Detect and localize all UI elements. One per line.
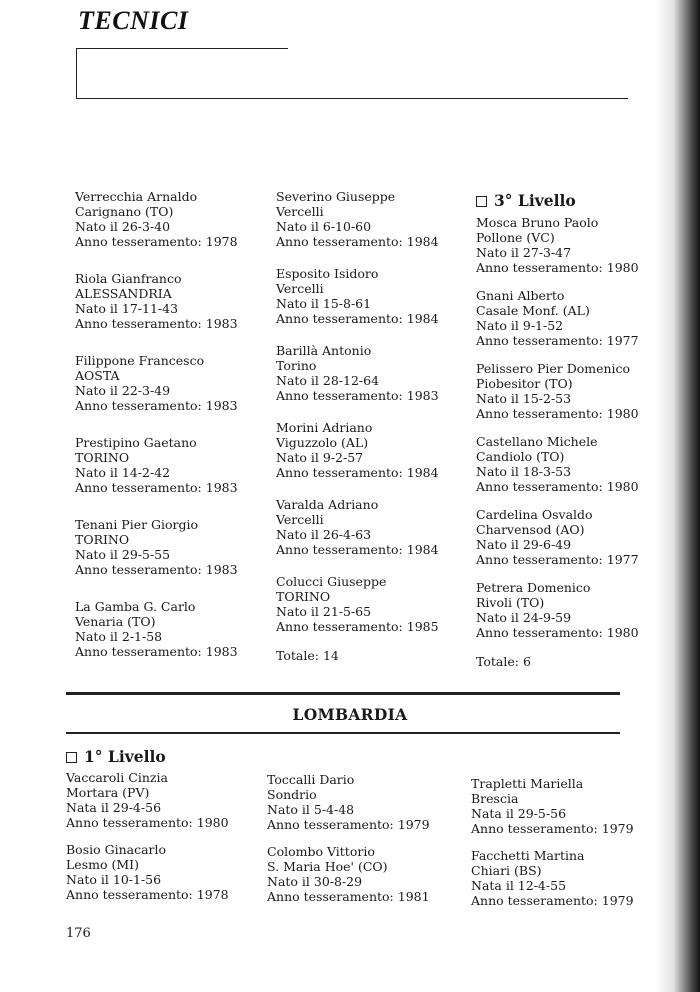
person-place: Vercelli [276,512,324,527]
person-year: Anno tesseramento: 1978 [66,887,229,902]
person-year: Anno tesseramento: 1980 [476,260,639,275]
total-count: Totale: 6 [476,654,531,669]
region-rule-top [66,692,620,695]
person-place: Carignano (TO) [75,204,174,219]
checkbox-icon [476,196,487,207]
person-place: Viguzzolo (AL) [276,435,369,450]
person-place: Lesmo (MI) [66,857,139,872]
header-rule-vertical [76,48,77,98]
list-item [75,517,275,577]
person-place: Venaria (TO) [75,614,156,629]
person-place: TORINO [75,450,130,465]
list-item [276,266,476,326]
person-name: Verrecchia Arnaldo [75,189,198,204]
person-year: Anno tesseramento: 1979 [267,817,430,832]
person-place: AOSTA [75,368,120,383]
lombardia-column-1 [66,770,266,902]
person-place: Piobesitor (TO) [476,376,573,391]
person-year: Anno tesseramento: 1979 [471,821,634,836]
person-year: Anno tesseramento: 1978 [75,234,238,249]
person-birth: Nato il 15-8-61 [276,296,372,311]
person-place: ALESSANDRIA [75,286,172,301]
person-birth: Nata il 29-5-56 [471,806,567,821]
person-name: Varalda Adriano [276,497,379,512]
person-year: Anno tesseramento: 1984 [276,234,439,249]
person-place: TORINO [75,532,130,547]
person-year: Anno tesseramento: 1979 [471,893,634,908]
person-birth: Nato il 18-3-53 [476,464,572,479]
person-name: Facchetti Martina [471,848,585,863]
person-name: Esposito Isidoro [276,266,379,281]
person-place: S. Maria Hoe' (CO) [267,859,388,874]
list-item [476,507,676,567]
person-place: Chiari (BS) [471,863,542,878]
person-birth: Nato il 29-5-55 [75,547,171,562]
person-name: Bosio Ginacarlo [66,842,167,857]
list-item [75,271,275,331]
person-year: Anno tesseramento: 1983 [75,562,238,577]
person-birth: Nato il 27-3-47 [476,245,572,260]
list-item [476,215,676,275]
list-item [276,343,476,403]
list-item [75,435,275,495]
list-item [75,599,275,659]
person-place: TORINO [276,589,331,604]
person-name: Gnani Alberto [476,288,565,303]
person-birth: Nato il 17-11-43 [75,301,179,316]
person-birth: Nato il 10-1-56 [66,872,162,887]
page-number: 176 [66,926,91,941]
person-name: Castellano Michele [476,434,598,449]
level-heading [476,192,676,210]
lombardia-column-3 [471,776,671,908]
person-name: Pelissero Pier Domenico [476,361,631,376]
person-year: Anno tesseramento: 1980 [476,479,639,494]
person-year: Anno tesseramento: 1983 [75,398,238,413]
person-birth: Nato il 29-6-49 [476,537,572,552]
lombardia-column-2 [267,772,467,904]
region-rule-bottom [66,732,620,734]
list-item [276,420,476,480]
person-year: Anno tesseramento: 1977 [476,333,639,348]
person-name: Vaccaroli Cinzia [66,770,168,785]
person-name: Morini Adriano [276,420,373,435]
level-heading-label: 1° Livello [84,747,166,766]
top-column-1 [75,189,275,659]
person-year: Anno tesseramento: 1983 [75,316,238,331]
person-name: Cardelina Osvaldo [476,507,593,522]
checkbox-icon [66,752,77,763]
person-name: Trapletti Mariella [471,776,584,791]
person-birth: Nato il 24-9-59 [476,610,572,625]
person-year: Anno tesseramento: 1980 [66,815,229,830]
person-year: Anno tesseramento: 1981 [267,889,430,904]
person-name: Tenani Pier Giorgio [75,517,199,532]
person-birth: Nato il 30-8-29 [267,874,363,889]
person-birth: Nato il 9-1-52 [476,318,564,333]
person-name: Colucci Giuseppe [276,574,387,589]
list-item [476,288,676,348]
person-place: Candiolo (TO) [476,449,565,464]
person-year: Anno tesseramento: 1983 [75,644,238,659]
person-place: Charvensod (AO) [476,522,585,537]
person-birth: Nato il 22-3-49 [75,383,171,398]
person-name: Toccalli Dario [267,772,355,787]
total-count: Totale: 14 [276,648,339,663]
header-rule-long [76,98,628,99]
person-birth: Nata il 29-4-56 [66,800,162,815]
list-item [476,580,676,640]
person-birth: Nato il 28-12-64 [276,373,380,388]
page-title: TECNICI [78,6,189,35]
list-item [267,772,467,832]
person-name: Mosca Bruno Paolo [476,215,599,230]
list-item [471,776,671,836]
person-name: Severino Giuseppe [276,189,396,204]
list-item [66,770,266,830]
list-item [476,434,676,494]
person-birth: Nato il 14-2-42 [75,465,171,480]
person-year: Anno tesseramento: 1983 [75,480,238,495]
level-heading [66,748,166,766]
list-item [471,848,671,908]
header-rule-short [76,48,288,49]
person-year: Anno tesseramento: 1985 [276,619,439,634]
person-birth: Nato il 26-4-63 [276,527,372,542]
level-heading-label: 3° Livello [494,191,576,210]
person-place: Sondrio [267,787,317,802]
person-place: Vercelli [276,281,324,296]
person-name: Colombo Vittorio [267,844,375,859]
person-name: Filippone Francesco [75,353,205,368]
top-column-3 [476,192,676,669]
person-year: Anno tesseramento: 1984 [276,465,439,480]
list-item [66,842,266,902]
person-birth: Nato il 2-1-58 [75,629,163,644]
person-name: La Gamba G. Carlo [75,599,196,614]
list-item [276,497,476,557]
person-birth: Nato il 5-4-48 [267,802,355,817]
person-birth: Nato il 26-3-40 [75,219,171,234]
person-birth: Nato il 21-5-65 [276,604,372,619]
person-place: Casale Monf. (AL) [476,303,590,318]
person-place: Brescia [471,791,519,806]
person-place: Mortara (PV) [66,785,150,800]
region-title: LOMBARDIA [292,705,408,724]
list-item [276,189,476,249]
person-year: Anno tesseramento: 1983 [276,388,439,403]
person-year: Anno tesseramento: 1980 [476,406,639,421]
person-birth: Nato il 15-2-53 [476,391,572,406]
person-place: Rivoli (TO) [476,595,545,610]
person-year: Anno tesseramento: 1977 [476,552,639,567]
list-item [476,361,676,421]
person-place: Pollone (VC) [476,230,555,245]
list-item [75,189,275,249]
person-name: Riola Gianfranco [75,271,182,286]
person-year: Anno tesseramento: 1980 [476,625,639,640]
person-name: Petrera Domenico [476,580,591,595]
list-item [276,574,476,634]
person-place: Vercelli [276,204,324,219]
person-name: Barillà Antonio [276,343,372,358]
person-place: Torino [276,358,317,373]
person-year: Anno tesseramento: 1984 [276,542,439,557]
list-item [267,844,467,904]
person-year: Anno tesseramento: 1984 [276,311,439,326]
list-item [75,353,275,413]
person-name: Prestipino Gaetano [75,435,197,450]
person-birth: Nato il 6-10-60 [276,219,372,234]
person-birth: Nato il 9-2-57 [276,450,364,465]
top-column-2 [276,189,476,663]
page-binding-shadow [656,0,700,992]
person-birth: Nata il 12-4-55 [471,878,567,893]
